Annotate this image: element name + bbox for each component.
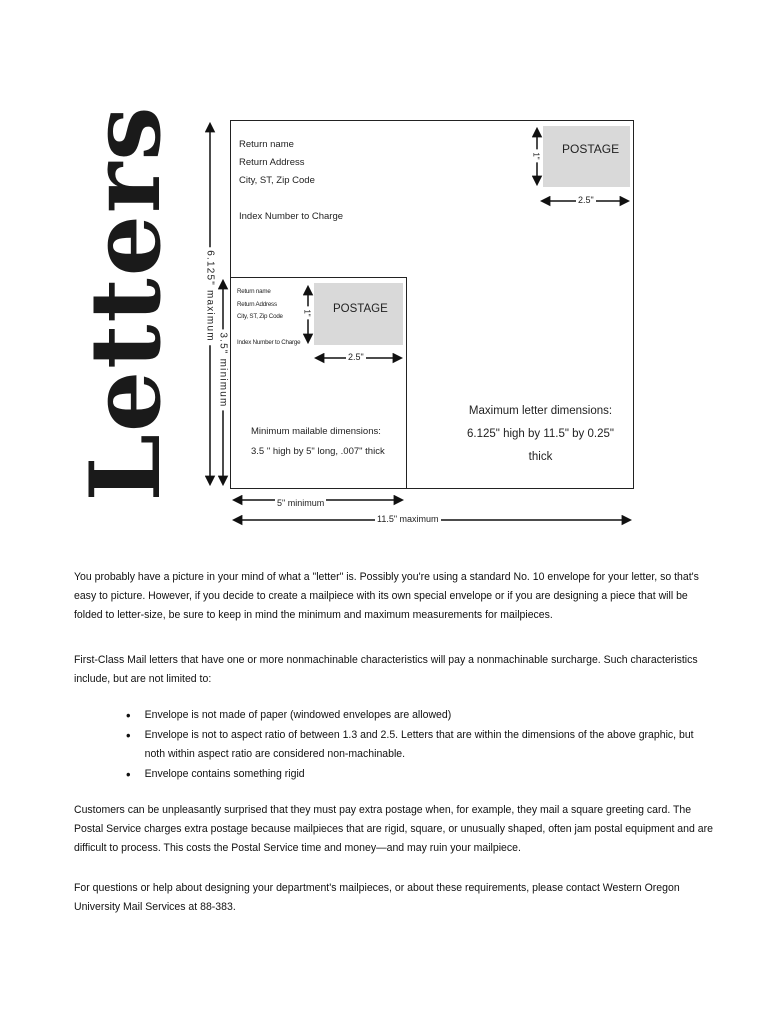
list-item: • Envelope is not made of paper (windowed envelopes are allowed) — [126, 706, 703, 726]
index-number: Index Number to Charge — [239, 211, 344, 222]
minimum-dimensions-caption — [251, 422, 385, 462]
return-name: Return name — [239, 139, 294, 150]
return-city: City, ST, Zip Code — [239, 175, 315, 186]
small-postage-width-label: 2.5" — [348, 352, 364, 362]
maximum-dimensions-caption — [458, 400, 623, 469]
width-min-label: 5" minimum — [277, 498, 325, 508]
return-address: Return Address — [239, 157, 305, 168]
list-item: • Envelope contains something rigid — [126, 765, 703, 785]
return-name: Return name — [237, 288, 271, 295]
small-envelope-address — [237, 286, 300, 349]
return-city: City, ST, Zip Code — [237, 313, 283, 320]
width-max-label: 11.5" maximum — [377, 514, 439, 524]
max-caption-line-2: 6.125" high by 11.5" by 0.25" thick — [467, 428, 614, 463]
index-number: Index Number to Charge — [237, 338, 301, 346]
min-caption-line-2: 3.5 " high by 5" long, .007" thick — [251, 446, 385, 457]
postage-label: POSTAGE — [333, 303, 388, 315]
large-postage-height-label: 1" — [532, 149, 541, 162]
postage-label: POSTAGE — [562, 142, 620, 156]
list-item: • Envelope is not to aspect ratio of between 1.3 and 2.5. Letters that are within the dimensions of the above graphic, but noth within aspect ratio are considered non-machinable. — [126, 726, 703, 765]
height-min-label: 3.5" minimum — [218, 329, 229, 410]
max-caption-line-1: Maximum letter dimensions: — [468, 405, 613, 417]
page-title: Letters — [69, 104, 182, 502]
height-max-label: 6.125" maximum — [205, 247, 216, 345]
small-postage-height-label: 1" — [303, 306, 312, 319]
min-caption-line-1: Minimum mailable dimensions: — [251, 426, 381, 437]
extra-postage-paragraph: Customers can be unpleasantly surprised that they must pay extra postage when, for example, they mail a square greeting card. The Postal Service charges extra postage because mailpieces that are rigid, square, or unusually shaped, often jam postal equipment and are difficult to process. This costs the Postal Service time and money—and may ruin your mailpiece. — [74, 804, 713, 854]
nonmachinable-list — [126, 706, 703, 784]
intro-paragraph: You probably have a picture in your mind of what a "letter" is. Possibly you're using a standard No. 10 envelope for your letter, so that's easy to picture. However, if you decide to create a mailpiece with its own special envelope or if you are designing a piece that will be folded to letter-size, be sure to keep in mind the minimum and maximum measurements for mailpieces. — [74, 571, 699, 621]
surcharge-paragraph: First-Class Mail letters that have one or more nonmachinable characteristics will pay a nonmachinable surcharge. Such characteristics include, but are not limited to: — [74, 654, 698, 685]
contact-paragraph: For questions or help about designing your department's mailpieces, or about these requirements, please contact Western Oregon University Mail Services at 88-383. — [74, 882, 680, 913]
return-address: Return Address — [237, 300, 277, 308]
small-postage-box — [314, 283, 403, 345]
large-postage-width-label: 2.5" — [578, 195, 594, 205]
large-envelope-address — [239, 136, 343, 226]
large-postage-box — [543, 126, 630, 187]
